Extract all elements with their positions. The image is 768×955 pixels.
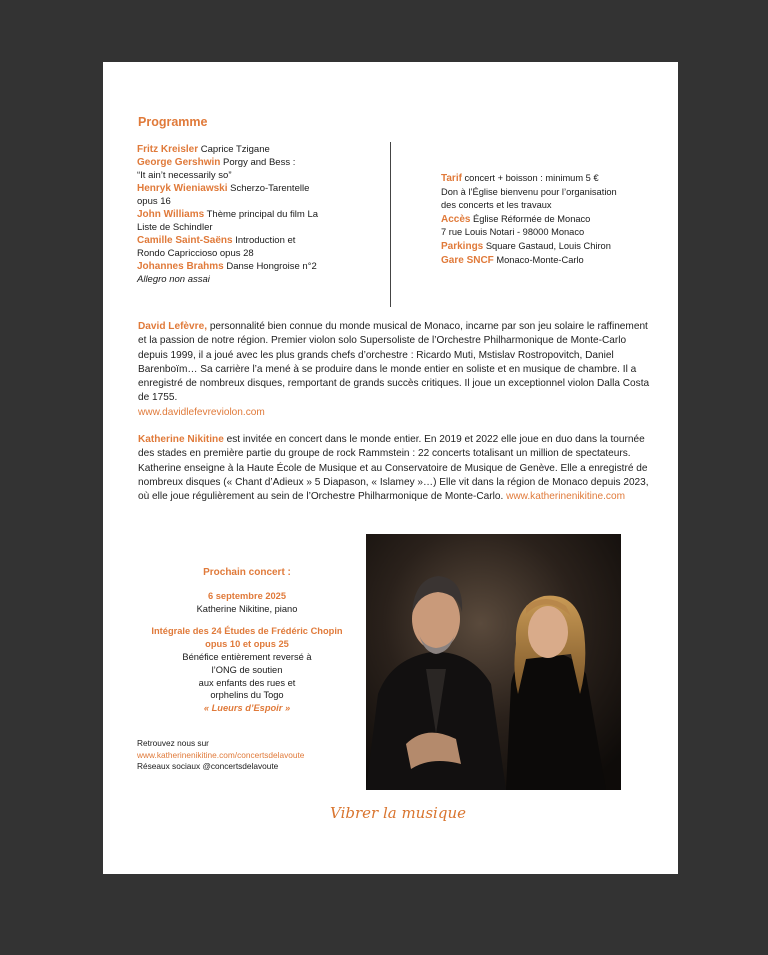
- benefit-text: aux enfants des rues et: [198, 677, 296, 688]
- programme-list: [137, 143, 352, 286]
- parkings-text: Square Gastaud, Louis Chiron: [483, 240, 611, 251]
- bio-text: personnalité bien connue du monde musical de Monaco, incarne par son jeu solaire le raffinement et la passion de notre région. Premier violon solo Supersoliste de l’Orchestre Philharmonique de Monte-Carlo depuis 1999, il a joué avec les plus grands chefs d’orchestre : Ricardo Muti, Mstislav Rostropovitch, Daniel Barenboïm… Sa carrière l’a mené à se produire dans le monde entier en soliste et en musique de chambre. Il a enregistré de nombreux disques, remportant de grands succès critiques. Il joue un exceptionnel violon Dalla Costa de 1755.: [138, 321, 650, 404]
- composer-name: Fritz Kreisler: [137, 144, 199, 155]
- programme-item: [137, 182, 352, 208]
- artists-photo: [366, 534, 621, 790]
- bio-katherine-nikitine: [138, 433, 658, 504]
- work-title: Thème principal du film La: [204, 209, 319, 220]
- column-divider: [390, 142, 391, 307]
- next-concert-date: 6 septembre 2025: [207, 590, 287, 601]
- social-handle: Réseaux sociaux @concertsdelavoute: [137, 761, 279, 771]
- gare-text: Monaco-Monte-Carlo: [493, 254, 584, 265]
- website-link[interactable]: www.katherinenikitine.com: [506, 491, 625, 503]
- work-title: Danse Hongroise n°2: [223, 261, 317, 272]
- next-concert: [138, 567, 356, 715]
- benefit-text: Bénéfice entièrement reversé à: [182, 651, 312, 662]
- next-concert-program: Intégrale des 24 Études de Frédéric Chopin: [151, 626, 343, 637]
- work-title-cont: Rondo Capriccioso opus 28: [137, 248, 254, 259]
- tarif-label: Tarif: [441, 173, 462, 184]
- next-concert-heading: Prochain concert :: [203, 567, 291, 578]
- next-concert-program: opus 10 et opus 25: [205, 639, 289, 650]
- work-title-cont: Liste de Schindler: [137, 222, 213, 233]
- benefit-text: orphelins du Togo: [210, 690, 284, 701]
- follow-us-link[interactable]: www.katherinenikitine.com/concertsdelavoute: [137, 749, 305, 760]
- signature-tagline: Vibrer la musique: [330, 804, 466, 822]
- next-concert-performer: Katherine Nikitine, piano: [196, 603, 298, 614]
- don-line: des concerts et les travaux: [441, 200, 552, 211]
- bio-name: David Lefèvre,: [138, 321, 208, 332]
- programme-item: [137, 208, 352, 234]
- work-title-cont: opus 16: [137, 196, 171, 207]
- bio-name: Katherine Nikitine: [138, 434, 224, 445]
- composer-name: George Gershwin: [137, 157, 221, 168]
- bio-text: est invitée en concert dans le monde entier. En 2019 et 2022 elle joue en duo dans la tournée des stades en première partie du groupe de rock Rammstein : 22 concerts totalisant un million de spectateurs. Katherine enseigne à la Haute École de Musique et au Conservatoire de Musique de Genève. Elle a enregistré de nombreux disques (« Chant d’Adieux » 5 Diapason, « Islamey »…) Elle vit dans la région de Monaco depuis 2023, où elle joue régulièrement au sein de l’Orchestre Philharmonique de Monte-Carlo.: [138, 434, 649, 503]
- tempo-marking: Allegro non assai: [137, 274, 210, 285]
- acces-address: 7 rue Louis Notari - 98000 Monaco: [441, 227, 585, 238]
- tarif-line: [441, 172, 656, 186]
- don-line: Don à l’Église bienvenu pour l’organisation: [441, 186, 617, 197]
- composer-name: Johannes Brahms: [137, 261, 224, 272]
- tarif-text: concert + boisson : minimum 5 €: [461, 173, 599, 183]
- programme-item: [137, 260, 352, 286]
- work-title: Introduction et: [232, 235, 296, 246]
- composer-name: John Williams: [137, 209, 205, 220]
- composer-name: Henryk Wieniawski: [137, 183, 228, 194]
- work-title-cont: “It ain’t necessarily so”: [137, 170, 232, 181]
- gare-label: Gare SNCF: [441, 254, 494, 266]
- follow-us: [137, 738, 377, 773]
- programme-title: Programme: [138, 115, 208, 129]
- programme-item: [137, 143, 352, 156]
- acces-line: [441, 213, 656, 227]
- work-title: Scherzo-Tarentelle: [227, 183, 310, 194]
- programme-item: [137, 156, 352, 182]
- ngo-name: « Lueurs d’Espoir »: [203, 703, 291, 714]
- parkings-line: [441, 240, 656, 254]
- website-link[interactable]: www.davidlefevreviolon.com: [138, 406, 265, 418]
- practical-info: [441, 172, 656, 267]
- programme-item: [137, 234, 352, 260]
- gare-line: [441, 254, 656, 268]
- follow-us-label: Retrouvez nous sur: [137, 738, 209, 748]
- bio-david-lefevre: [138, 320, 658, 420]
- benefit-text: l’ONG de soutien: [211, 664, 283, 675]
- acces-text: Église Réformée de Monaco: [470, 213, 591, 224]
- work-title: Caprice Tzigane: [198, 144, 270, 155]
- acces-label: Accès: [441, 213, 471, 225]
- artists-photo-illustration: [366, 534, 621, 790]
- work-title: Porgy and Bess :: [220, 157, 296, 168]
- parkings-label: Parkings: [441, 240, 484, 252]
- composer-name: Camille Saint-Saëns: [137, 235, 233, 246]
- programme-sheet: [103, 62, 678, 874]
